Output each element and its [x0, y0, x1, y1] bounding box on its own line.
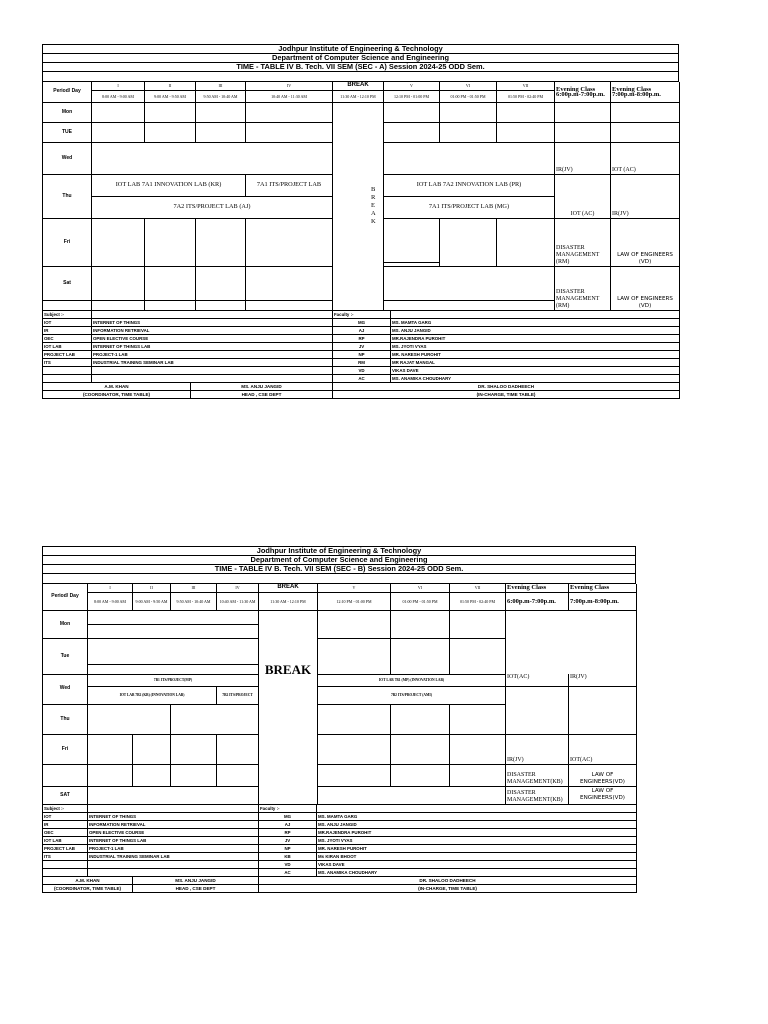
break-header: BREAK [259, 584, 318, 592]
period-header: V [384, 82, 440, 90]
lab-session: IOT LAB 7B2 (KB) (INNOVATION LAB) [88, 686, 217, 704]
timetable-grid [42, 584, 637, 805]
head-name: MS. ANJU JANGID [191, 383, 333, 391]
subject-heading: Subject :- [43, 311, 92, 319]
legend-table [42, 805, 637, 877]
faculty-code: AC [259, 868, 317, 876]
lab-session: 7A1 ITS/PROJECT LAB [246, 174, 333, 196]
faculty-name: MS. MAMTA GARG [391, 318, 680, 326]
period-header: IV [217, 584, 259, 592]
evening-class-entry: DISASTER MANAGEMENT(KB) [506, 786, 569, 804]
break-column: B R E A K [333, 102, 384, 310]
signature-table [42, 383, 680, 399]
period-header: VI [391, 584, 450, 592]
lab-session: 7B2 ITS/PROJECT [217, 686, 259, 704]
day-label: Thu [43, 704, 88, 734]
incharge-role: (IN-CHARGE, TIME TABLE) [333, 390, 680, 398]
period-day-header: Period/ Day [43, 82, 92, 102]
faculty-code: KB [259, 852, 317, 860]
faculty-heading: Faculty :- [259, 805, 317, 813]
legend-table [42, 311, 680, 383]
evening-class-entry: DISASTER MANAGEMENT (RM) [555, 218, 611, 266]
evening-class-entry: LAW OF ENGINEERS(VD) [569, 764, 637, 786]
faculty-name: Ms KIRAN BHOOT [317, 852, 637, 860]
lab-session: 7B2 ITS/PROJECT (AMI) [318, 686, 506, 704]
period-header: II [133, 584, 171, 592]
faculty-code: MG [333, 318, 391, 326]
period-time: 9:00 AM - 9:50 AM [133, 592, 171, 610]
period-time: 8:00 AM - 9:00 AM [92, 90, 145, 102]
faculty-name: MS. JYOTI VYAS [317, 836, 637, 844]
day-label: Fri [43, 218, 92, 266]
subject-name: INDUSTRIAL TRAINING SEMINAR LAB [88, 852, 259, 860]
day-label: Wed [43, 674, 88, 704]
faculty-heading: Faculty :- [333, 311, 391, 319]
evening-class-entry: DISASTER MANAGEMENT(KB) [506, 764, 569, 786]
day-label: Mon [43, 102, 92, 122]
department-name: Department of Computer Science and Engineering [42, 53, 679, 62]
subject-code: IOT [43, 318, 92, 326]
period-time: 10:40 AM - 11:30 AM [246, 90, 333, 102]
faculty-code: JV [333, 342, 391, 350]
period-header: III [171, 584, 217, 592]
faculty-code: MG [259, 812, 317, 820]
faculty-code: RP [259, 828, 317, 836]
period-time: 01:50 PM - 02:40 PM [450, 592, 506, 610]
evening-time: 6:00p.m-7:00p.m. [506, 592, 569, 610]
subject-code: IOT LAB [43, 836, 88, 844]
head-name: MS. ANJU JANGID [133, 877, 259, 885]
timetable-sheet-sec-b [42, 546, 636, 893]
period-time: 01:50 PM - 02:40 PM [497, 90, 555, 102]
day-label: Sat [43, 266, 92, 300]
faculty-name: MS. JYOTI VYAS [391, 342, 680, 350]
timetable-title: TIME - TABLE IV B. Tech. VII SEM (SEC - B) Session 2024-25 ODD Sem. [42, 564, 636, 574]
period-time: 12:10 PM - 01:00 PM [318, 592, 391, 610]
period-time: 01:00 PM - 01:50 PM [440, 90, 497, 102]
period-time: 8:00 AM - 9:00 AM [88, 592, 133, 610]
faculty-code: AJ [259, 820, 317, 828]
subject-code: OEC [43, 334, 92, 342]
day-label: TUE [43, 122, 92, 142]
institute-name: Jodhpur Institute of Engineering & Technology [42, 546, 636, 555]
faculty-code: VD [259, 860, 317, 868]
coordinator-name: A.M. KHAN [43, 383, 191, 391]
period-time: 9:50 AM - 10:40 AM [196, 90, 246, 102]
faculty-name: MR. NARESH PUROHIT [317, 844, 637, 852]
subject-heading: Subject :- [43, 805, 88, 813]
head-role: HEAD , CSE DEPT [191, 390, 333, 398]
period-time: 9:00 AM - 9:50 AM [145, 90, 196, 102]
subject-code: IR [43, 820, 88, 828]
break-header: BREAK [333, 82, 384, 90]
evening-class-header: Evening Class [506, 584, 569, 592]
faculty-code: NP [259, 844, 317, 852]
subject-name: OPEN ELECTIVE COURSE [92, 334, 333, 342]
timetable-grid [42, 82, 680, 311]
faculty-name: MS. ANAMIKA CHOUDHARY [391, 374, 680, 382]
break-column: BREAK [259, 610, 318, 804]
subject-code: IOT LAB [43, 342, 92, 350]
lab-session: IOT LAB 7B1 (MP) (INNOVATION LAB) [318, 674, 506, 686]
subject-name: INTERNET OF THINGS [88, 812, 259, 820]
faculty-code: AC [333, 374, 391, 382]
period-header: VII [450, 584, 506, 592]
subject-name: INDUSTRIAL TRAINING SEMINAR LAB [92, 358, 333, 366]
faculty-name: MR. NARESH PUROHIT [391, 350, 680, 358]
period-header: I [92, 82, 145, 90]
day-label: Thu [43, 174, 92, 218]
evening-class-entry: IOT(AC) [506, 674, 569, 686]
evening-class-entry: IOT(AC) [570, 756, 593, 763]
incharge-name: DR. SHALOO DADHEECH [259, 877, 637, 885]
break-time: 11:30 AM - 12:10 PM [333, 90, 384, 102]
faculty-code: JV [259, 836, 317, 844]
subject-name: INTERNET OF THINGS LAB [88, 836, 259, 844]
faculty-name: VIKAS DAVE [391, 366, 680, 374]
period-time: 9:50 AM - 10:40 AM [171, 592, 217, 610]
evening-class-entry: IR(JV) [507, 756, 524, 763]
subject-code: ITS [43, 358, 92, 366]
subject-name: INTERNET OF THINGS LAB [92, 342, 333, 350]
signature-table [42, 877, 637, 893]
period-header: VI [440, 82, 497, 90]
subject-name: PROJECT-1 LAB [92, 350, 333, 358]
period-time: 10:40 AM - 11:30 AM [217, 592, 259, 610]
subject-code: OEC [43, 828, 88, 836]
subject-code: IOT [43, 812, 88, 820]
head-role: HEAD , CSE DEPT [133, 884, 259, 892]
day-label: Wed [43, 142, 92, 174]
evening-time: 7:00p.m-8:00p.m. [569, 592, 637, 610]
evening-class-header: Evening Class [556, 85, 596, 93]
period-day-header: Period/ Day [43, 584, 88, 610]
period-header: II [145, 82, 196, 90]
evening-class-header: Evening Class [612, 85, 652, 93]
subject-name: OPEN ELECTIVE COURSE [88, 828, 259, 836]
coordinator-role: (COORDINATOR, TIME TABLE) [43, 390, 191, 398]
institute-name: Jodhpur Institute of Engineering & Technology [42, 44, 679, 53]
subject-name: PROJECT-1 LAB [88, 844, 259, 852]
period-time: 12:10 PM - 01:00 PM [384, 90, 440, 102]
faculty-name: MS. MAMTA GARG [317, 812, 637, 820]
lab-session: 7A1 ITS/PROJECT LAB (MG) [384, 196, 555, 218]
faculty-code: RM [333, 358, 391, 366]
period-header: I [88, 584, 133, 592]
evening-class-header: Evening Class [569, 584, 637, 592]
day-label: Mon [43, 610, 88, 638]
faculty-name: MS. ANJU JANGID [391, 326, 680, 334]
period-header: VII [497, 82, 555, 90]
incharge-name: DR. SHALOO DADHEECH [333, 383, 680, 391]
lab-session: 7B1 ITS/PROJECT(MP) [88, 674, 259, 686]
evening-class-entry: IR(JV) [555, 142, 611, 174]
evening-time: 6:00p.m-7:00p.m. [556, 90, 605, 98]
coordinator-role: (COORDINATOR, TIME TABLE) [43, 884, 133, 892]
evening-class-entry: IOT (AC) [555, 174, 611, 218]
subject-name: INFORMATION RETRIEVAL [88, 820, 259, 828]
faculty-code: AJ [333, 326, 391, 334]
evening-class-entry: LAW OF ENGINEERS (VD) [611, 218, 680, 266]
lab-session: IOT LAB 7A1 INNOVATION LAB (KR) [92, 174, 246, 196]
period-header: III [196, 82, 246, 90]
faculty-name: VIKAS DAVE [317, 860, 637, 868]
evening-class-entry: IOT (AC) [611, 142, 680, 174]
subject-code: PROJECT LAB [43, 350, 92, 358]
faculty-name: MR.RAJENDRA PUROHIT [317, 828, 637, 836]
break-time: 11:30 AM - 12:10 PM [259, 592, 318, 610]
lab-session: IOT LAB 7A2 INNOVATION LAB (PR) [384, 174, 555, 196]
subject-name: INFORMATION RETRIEVAL [92, 326, 333, 334]
department-name: Department of Computer Science and Engineering [42, 555, 636, 564]
evening-class-entry: LAW OF ENGINEERS(VD) [569, 786, 637, 804]
faculty-code: VD [333, 366, 391, 374]
subject-code: ITS [43, 852, 88, 860]
day-label: SAT [43, 786, 88, 804]
spacer-row [42, 72, 679, 82]
incharge-role: (IN-CHARGE, TIME TABLE) [259, 884, 637, 892]
coordinator-name: A.M. KHAN [43, 877, 133, 885]
faculty-name: MS. ANAMIKA CHOUDHARY [317, 868, 637, 876]
faculty-code: NP [333, 350, 391, 358]
subject-code: PROJECT LAB [43, 844, 88, 852]
timetable-sheet-sec-a [42, 44, 679, 399]
day-label: Tue [43, 638, 88, 674]
evening-class-entry: LAW OF ENGINEERS (VD) [611, 266, 680, 310]
period-header: IV [246, 82, 333, 90]
evening-class-entry: IR(JV) [569, 674, 637, 686]
evening-class-entry: DISASTER MANAGEMENT (RM) [555, 266, 611, 310]
evening-time: 7:00p.m-8:00p.m. [612, 90, 661, 98]
faculty-code: RP [333, 334, 391, 342]
subject-name: INTERNET OF THINGS [92, 318, 333, 326]
timetable-title: TIME - TABLE IV B. Tech. VII SEM (SEC - A) Session 2024-25 ODD Sem. [42, 62, 679, 72]
lab-session: 7A2 ITS/PROJECT LAB (AJ) [92, 196, 333, 218]
evening-class-entry: IR(JV) [611, 174, 680, 218]
faculty-name: MR.RAJENDRA PUROHIT [391, 334, 680, 342]
spacer-row [42, 574, 636, 584]
day-label: Fri [43, 734, 88, 764]
faculty-name: MR RAJAT MANGAL [391, 358, 680, 366]
period-header: V [318, 584, 391, 592]
period-time: 01:00 PM - 01:50 PM [391, 592, 450, 610]
subject-code: IR [43, 326, 92, 334]
faculty-name: MS. ANJU JANGID [317, 820, 637, 828]
